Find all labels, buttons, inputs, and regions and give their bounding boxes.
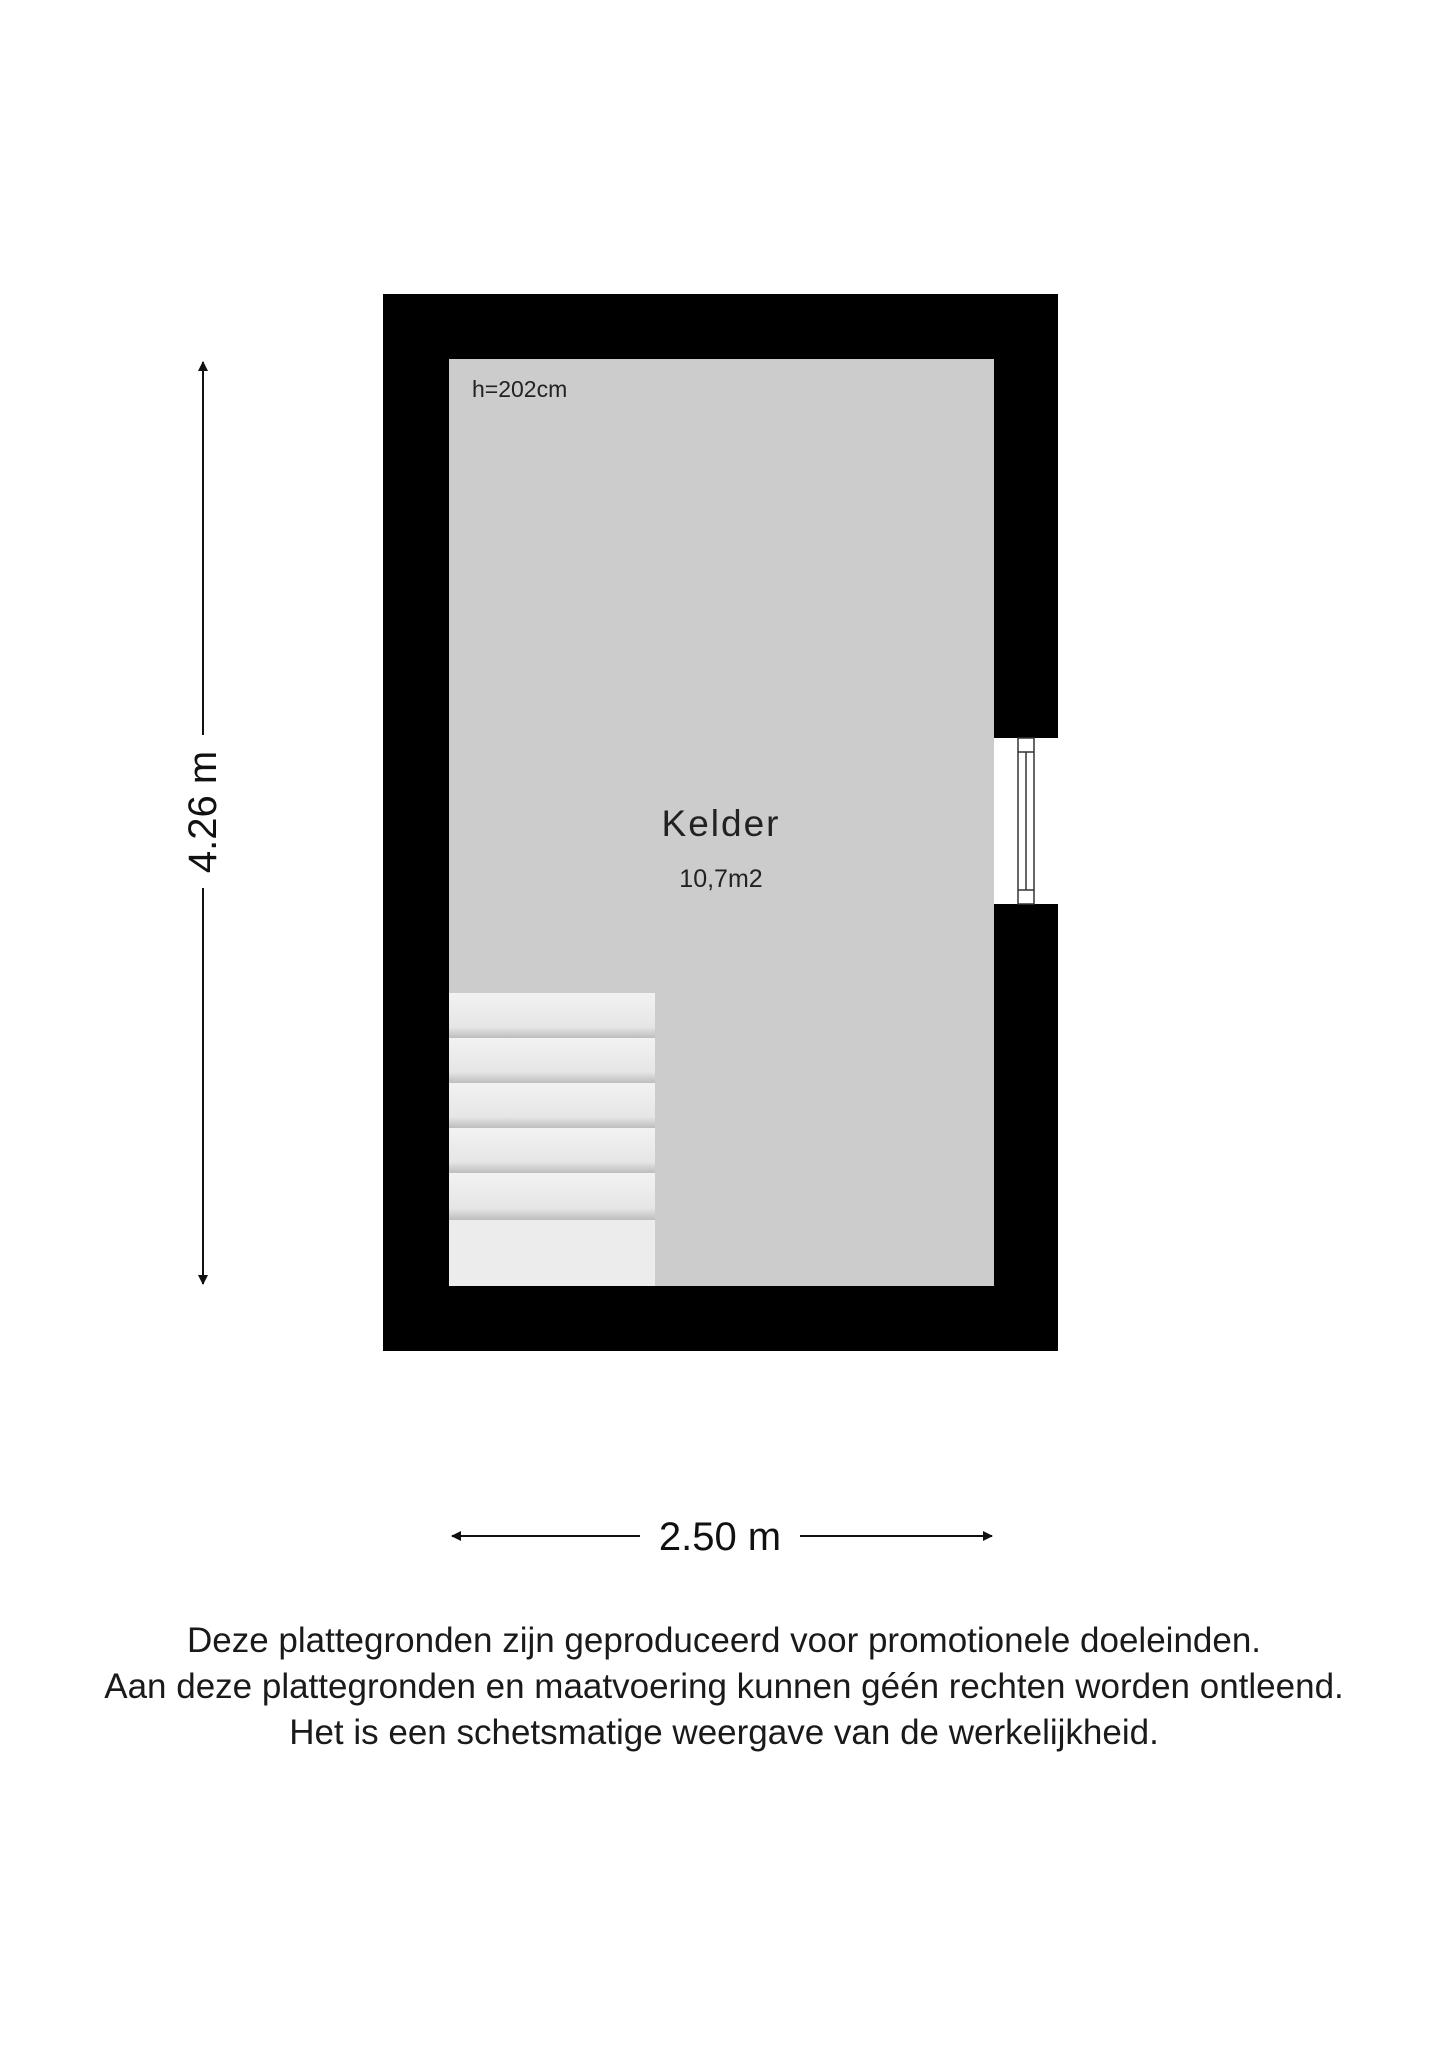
stair-landing	[449, 1220, 655, 1286]
height-dimension-label: 4.26 m	[181, 750, 225, 874]
stair-step	[449, 1083, 655, 1128]
width-dimension	[452, 1515, 992, 1559]
width-dimension-label: 2.50 m	[658, 1515, 782, 1559]
disclaimer-line-3: Het is een schetsmatige weergave van de werkelijkheid.	[289, 1713, 1159, 1752]
stair-step	[449, 1038, 655, 1083]
stair-step	[449, 1128, 655, 1173]
room-height: h=202cm	[472, 376, 568, 402]
room-name: Kelder	[661, 803, 781, 844]
disclaimer-line-1: Deze plattegronden zijn geproduceerd voor promotionele doeleinden.	[186, 1621, 1262, 1660]
room-area: 10,7m2	[679, 865, 763, 893]
height-dimension	[181, 362, 225, 1284]
stair-step	[449, 1173, 655, 1220]
stairs	[449, 993, 655, 1286]
disclaimer	[0, 1618, 1448, 1756]
window	[994, 738, 1058, 904]
disclaimer-line-2: Aan deze plattegronden en maatvoering kunnen géén rechten worden ontleend.	[104, 1667, 1344, 1706]
stair-step	[449, 993, 655, 1038]
